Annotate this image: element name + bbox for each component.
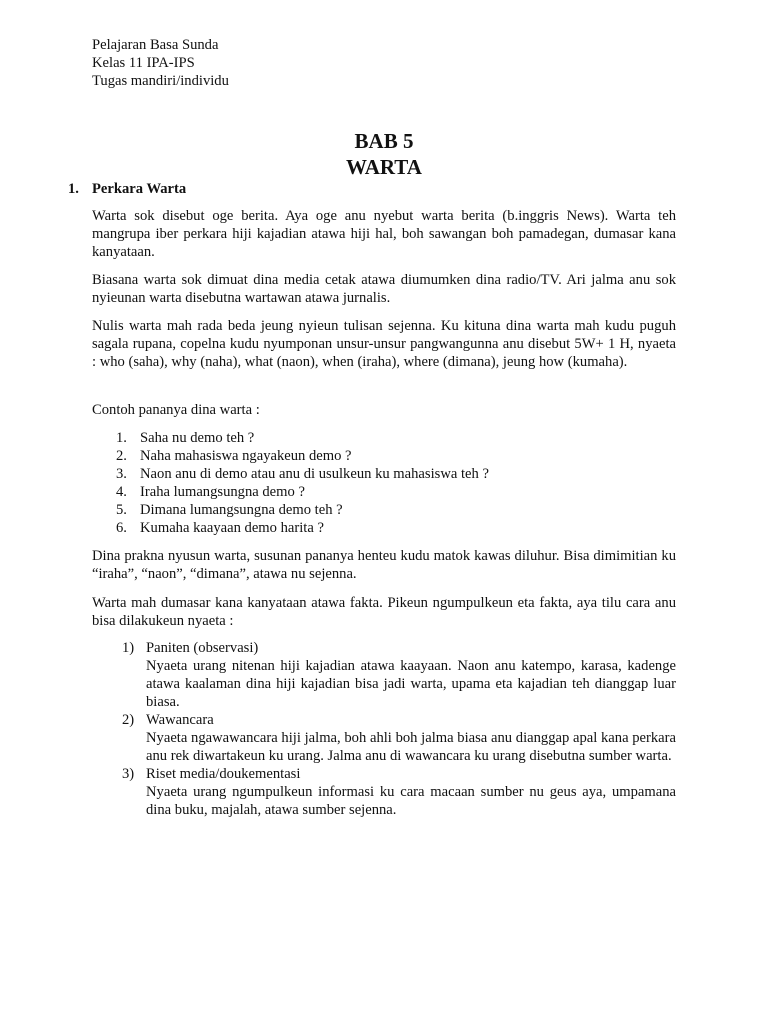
method-text: Nyaeta ngawawancara hiji jalma, boh ahli boh jalma biasa anu dianggap apal kana perkara anu rek diwartakeun ku urang. Jalma anu di wawancara ku urang disebutna sumber warta.	[146, 730, 676, 764]
list-number: 2)	[122, 712, 135, 728]
list-number: 3.	[116, 466, 127, 482]
header-class: Kelas 11 IPA-IPS	[92, 55, 195, 71]
paragraph-3	[92, 317, 676, 371]
method-title: Paniten (observasi)	[146, 640, 259, 656]
list-text: Dimana lumangsungna demo teh ?	[140, 502, 343, 518]
paragraph-text: Warta mah dumasar kana kanyataan atawa fakta. Pikeun ngumpulkeun eta fakta, aya tilu cara anu bisa dilakukeun nyaeta :	[92, 595, 676, 629]
list-number: 2.	[116, 448, 127, 464]
list-number: 6.	[116, 520, 127, 536]
paragraph-text: Contoh pananya dina warta :	[92, 402, 260, 418]
method-title: Riset media/doukementasi	[146, 766, 301, 782]
list-item	[116, 429, 489, 447]
paragraph-4	[92, 401, 676, 419]
list-number: 1.	[116, 430, 127, 446]
method-text: Nyaeta urang ngumpulkeun informasi ku cara macaan sumber nu geus aya, umpamana dina buku, majalah, atawa sumber sejenna.	[146, 784, 676, 818]
chapter-number: BAB 5	[354, 129, 414, 153]
paragraph-text: Dina prakna nyusun warta, susunan pananya henteu kudu matok kawas diluhur. Bisa dimimitian ku “iraha”, “naon”, “dimana”, atawa nu sejenna.	[92, 548, 676, 582]
list-item	[122, 639, 676, 711]
method-title: Wawancara	[146, 712, 214, 728]
list-text: Naon anu di demo atau anu di usulkeun ku mahasiswa teh ?	[140, 466, 489, 482]
list-number: 3)	[122, 766, 135, 782]
list-item	[122, 765, 676, 819]
list-number: 1)	[122, 640, 135, 656]
section-title: Perkara Warta	[92, 181, 187, 197]
list-text: Saha nu demo teh ?	[140, 430, 255, 446]
paragraph-5	[92, 547, 676, 583]
list-text: Naha mahasiswa ngayakeun demo ?	[140, 448, 352, 464]
paragraph-text: Nulis warta mah rada beda jeung nyieun tulisan sejenna. Ku kituna dina warta mah kudu puguh sagala rupana, copelna kudu nyumponan unsur-unsur pangwangunna anu disebut 5W+ 1 H, nyaeta : who (saha), why (naha), what (naon), when (iraha), where (dimana), jeung how (kumaha).	[92, 318, 676, 370]
header-subject: Pelajaran Basa Sunda	[92, 37, 219, 53]
chapter-name: WARTA	[346, 155, 422, 179]
list-text: Kumaha kaayaan demo harita ?	[140, 520, 324, 536]
section-heading	[68, 180, 186, 198]
list-number: 5.	[116, 502, 127, 518]
paragraph-6	[92, 594, 676, 630]
list-item	[116, 465, 489, 483]
list-item	[116, 519, 489, 537]
list-item	[122, 711, 676, 765]
list-item	[116, 501, 489, 519]
method-list	[122, 639, 676, 819]
section-number: 1.	[68, 181, 79, 197]
list-item	[116, 447, 489, 465]
paragraph-text: Biasana warta sok dimuat dina media cetak atawa diumumken dina radio/TV. Ari jalma anu sok nyieunan warta disebutna wartawan atawa jurnalis.	[92, 272, 676, 306]
header-assignment: Tugas mandiri/individu	[92, 73, 229, 89]
list-text: Iraha lumangsungna demo ?	[140, 484, 305, 500]
question-list	[116, 429, 489, 537]
list-item	[116, 483, 489, 501]
paragraph-2	[92, 271, 676, 307]
method-text: Nyaeta urang nitenan hiji kajadian atawa kaayaan. Naon anu katempo, karasa, kadenge atawa kaalaman dina hiji kajadian bisa jadi warta, upama eta kajadian teh dianggap luar biasa.	[146, 658, 676, 710]
list-number: 4.	[116, 484, 127, 500]
paragraph-text: Warta sok disebut oge berita. Aya oge anu nyebut warta berita (b.inggris News). Warta teh mangrupa iber perkara hiji kajadian atawa hiji hal, boh sawangan boh pamadegan, dumasar kana kanyataan.	[92, 208, 676, 260]
chapter-title	[0, 128, 768, 180]
paragraph-1	[92, 207, 676, 261]
document-header	[92, 36, 229, 90]
